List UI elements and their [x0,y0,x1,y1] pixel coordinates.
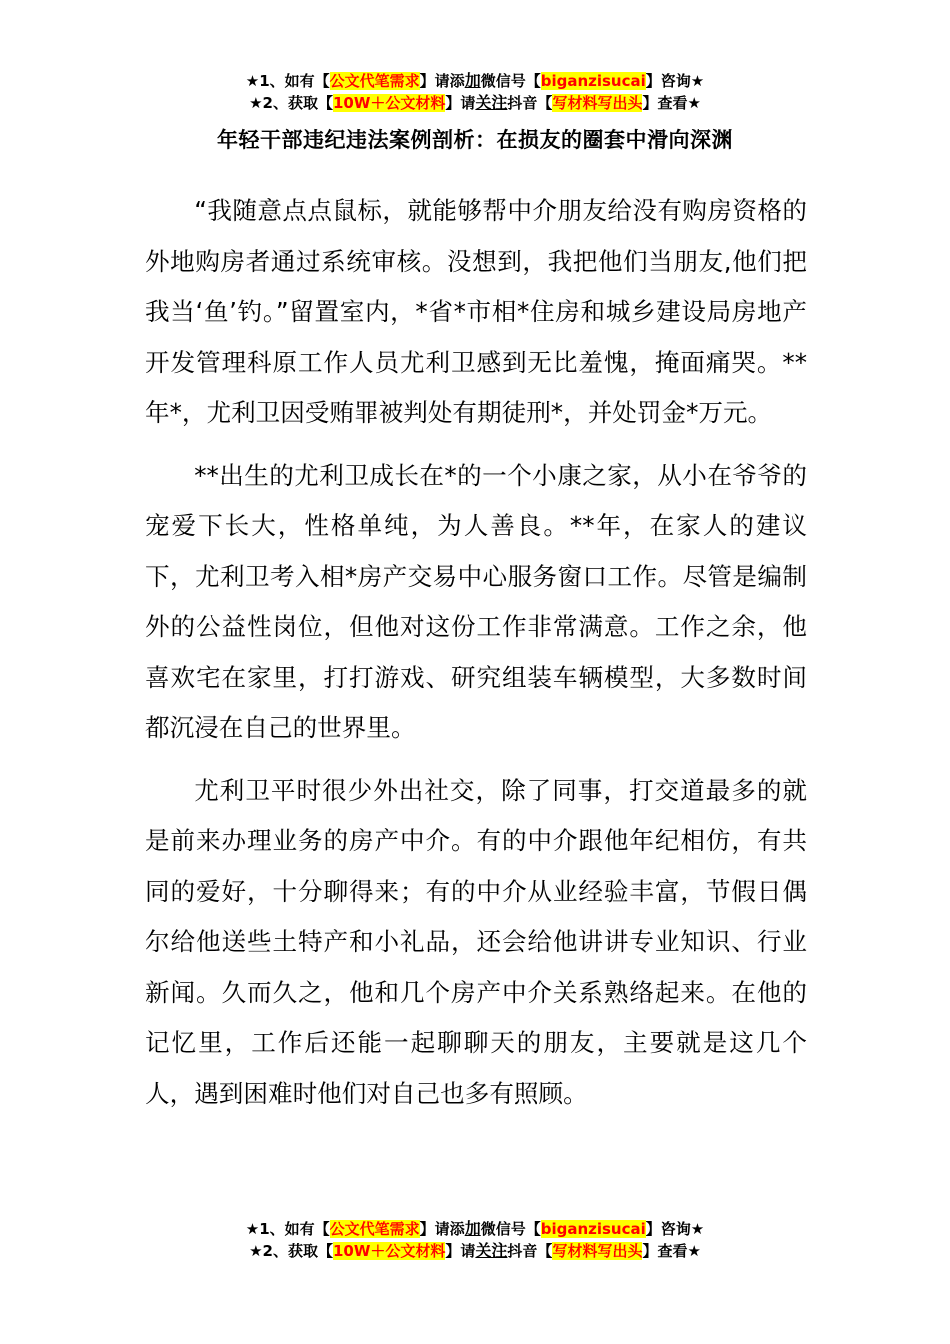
document-body [145,186,807,1131]
highlight-wechat-id: biganzisucai [540,1220,646,1238]
document-title: 年轻干部违纪违法案例剖析：在损友的圈套中滑向深渊 [217,128,733,152]
promo-line-2: ★2、获取【10W＋公文材料】请关注抖音【写材料写出头】查看★ [249,93,701,112]
highlight-service: 公文代笔需求 [329,72,420,90]
promo-line-1: ★1、如有【公文代笔需求】请添加微信号【biganzisucai】咨询★ [245,1219,705,1238]
promo-banner-top [0,70,950,114]
highlight-douyin: 写材料写出头 [552,1242,643,1260]
promo-line-2: ★2、获取【10W＋公文材料】请关注抖音【写材料写出头】查看★ [249,1241,701,1260]
highlight-wechat-id: biganzisucai [540,72,646,90]
paragraph: 尤利卫平时很少外出社交，除了同事，打交道最多的就是前来办理业务的房产中介。有的中介跟他年纪相仿，有共同的爱好，十分聊得来；有的中介从业经验丰富，节假日偶尔给他送些土特产和小礼品，还会给他讲讲专业知识、行业新闻。久而久之，他和几个房产中介关系熟络起来。在他的记忆里，工作后还能一起聊聊天的朋友，主要就是这几个人，遇到困难时他们对自己也多有照顾。 [145,775,807,1108]
highlight-service: 公文代笔需求 [329,1220,420,1238]
highlight-materials: 10W＋公文材料 [332,1242,446,1260]
promo-banner-bottom [0,1218,950,1262]
paragraph: **出生的尤利卫成长在*的一个小康之家，从小在爷爷的宠爱下长大，性格单纯，为人善良。**年，在家人的建议下，尤利卫考入相*房产交易中心服务窗口工作。尽管是编制外的公益性岗位，但他对这份工作非常满意。工作之余，他喜欢宅在家里，打打游戏、研究组装车辆模型，大多数时间都沉浸在自己的世界里。 [145,460,807,742]
highlight-materials: 10W＋公文材料 [332,94,446,112]
paragraph: “我随意点点鼠标，就能够帮中介朋友给没有购房资格的外地购房者通过系统审核。没想到，我把他们当朋友,他们把我当‘鱼’钓。”留置室内，*省*市相*住房和城乡建设局房地产开发管理科原工作人员尤利卫感到无比羞愧，掩面痛哭。**年*，尤利卫因受贿罪被判处有期徒刑*，并处罚金*万元。 [145,196,807,427]
promo-line-1: ★1、如有【公文代笔需求】请添加微信号【biganzisucai】咨询★ [245,71,705,90]
highlight-douyin: 写材料写出头 [552,94,643,112]
